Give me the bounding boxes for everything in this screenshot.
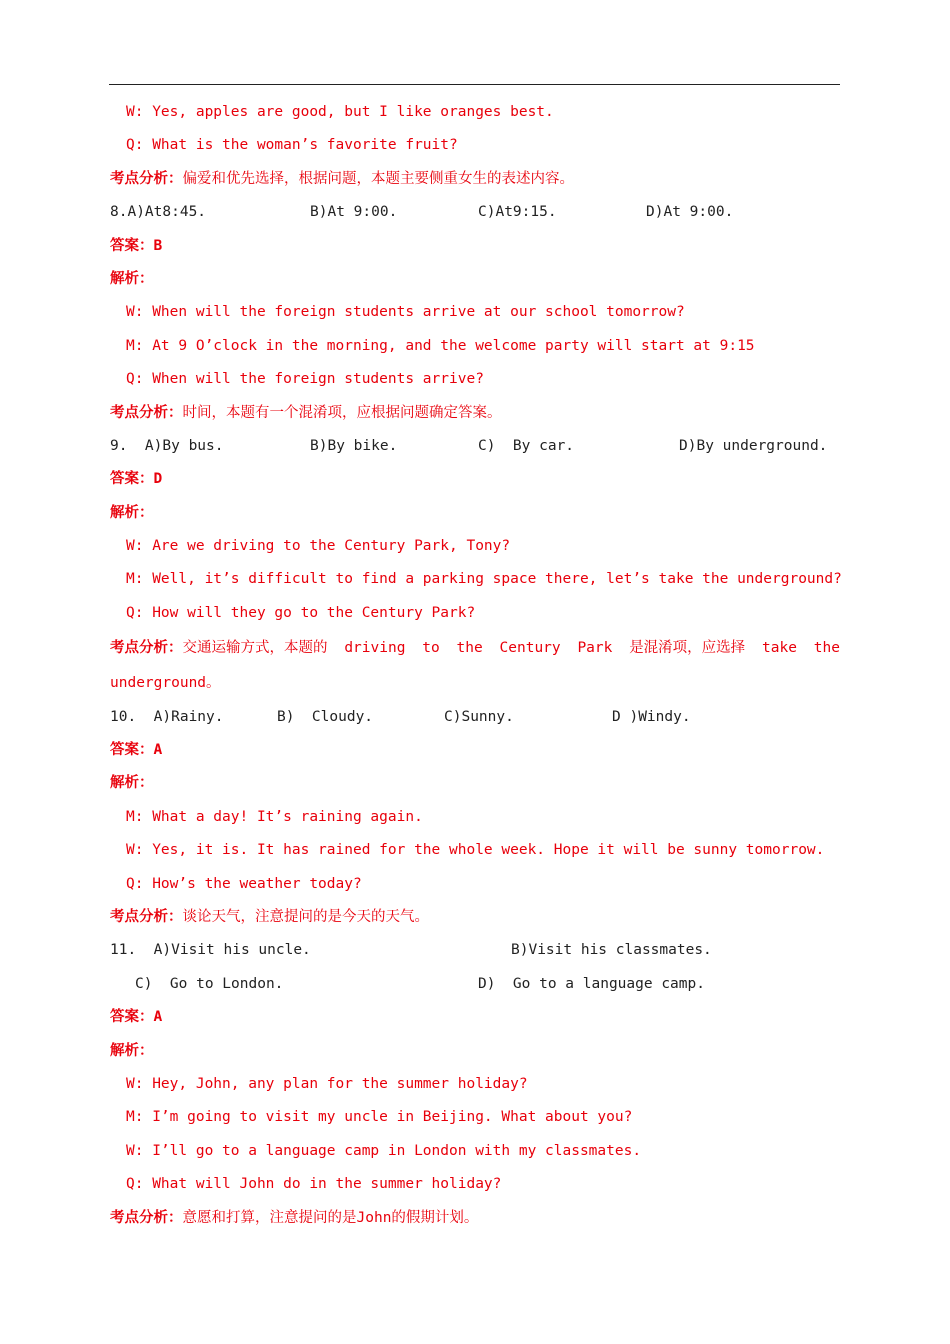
analysis-word: Century (499, 640, 561, 657)
dialog-line: M: What a day! It’s raining again. (126, 808, 423, 825)
answer-label: 答案： (110, 1009, 154, 1026)
answer-label: 答案： (110, 237, 154, 254)
analysis-label: 考点分析： (110, 170, 183, 187)
dialog-line: W: When will the foreign students arrive at our school tomorrow? (126, 304, 685, 321)
q8-option-c: C)At9:15. (478, 204, 557, 221)
analysis-text: 谈论天气，注意提问的是今天的天气。 (182, 908, 429, 925)
answer-value: A (153, 742, 163, 759)
analysis-text: 意愿和打算，注意提问的是John的假期计划。 (182, 1209, 479, 1226)
dialog-line: W: Are we driving to the Century Park, Tony? (126, 538, 511, 555)
dialog-line: W: I’ll go to a language camp in London with my classmates. (126, 1142, 642, 1159)
analysis-word: driving (344, 640, 406, 657)
dialog-line: Q: How’s the weather today? (126, 875, 362, 892)
analysis-line (110, 163, 840, 196)
dialog-line: Q: When will the foreign students arrive? (126, 371, 484, 388)
q8-option-b: B)At 9:00. (310, 204, 398, 221)
q9-option-c: C) By car. (478, 437, 575, 454)
analysis-label: 考点分析： (110, 908, 183, 925)
q11-answer (110, 1001, 840, 1034)
q11-option-c: C) Go to London. (135, 975, 284, 992)
explain-label: 解析： (110, 504, 154, 521)
dialog-line: W: Yes, apples are good, but I like oranges best. (126, 104, 554, 120)
analysis-word: 交通运输方式，本题的 (182, 640, 328, 657)
explain-label: 解析： (110, 270, 154, 287)
answer-value: D (153, 471, 163, 488)
q8-answer (110, 230, 840, 263)
analysis-word: the (456, 640, 483, 657)
dialog-line: M: Well, it’s difficult to find a parking space there, let’s take the underground? (126, 571, 842, 588)
analysis-line (110, 901, 840, 934)
q9-options (110, 430, 840, 463)
q9-answer (110, 463, 840, 496)
explain-label: 解析： (110, 775, 154, 792)
q11-option-a: 11. A)Visit his uncle. (110, 942, 311, 959)
dialog-line: Q: How will they go to the Century Park? (126, 604, 476, 621)
analysis-word: 是混淆项，应选择 (629, 640, 746, 657)
analysis-label: 考点分析： (110, 640, 183, 657)
analysis-head (110, 630, 328, 667)
q11-option-d: D) Go to a language camp. (478, 975, 705, 992)
q8-options (110, 196, 840, 229)
analysis-word: take (762, 640, 797, 657)
q9-option-d: D)By underground. (679, 437, 828, 454)
q9-option-b: B)By bike. (310, 437, 398, 454)
analysis-label: 考点分析： (110, 404, 183, 421)
dialog-line: M: At 9 O’clock in the morning, and the welcome party will start at 9:15 (126, 337, 755, 354)
q10-option-d: D )Windy. (612, 708, 691, 725)
q10-option-c: C)Sunny. (444, 708, 514, 725)
dialog-line: M: I’m going to visit my uncle in Beijing. What about you? (126, 1109, 633, 1126)
q10-options (110, 701, 840, 734)
dialog-line: Q: What is the woman’s favorite fruit? (126, 137, 458, 154)
analysis-line (110, 1202, 840, 1235)
page-content (110, 96, 840, 1235)
analysis-label: 考点分析： (110, 1209, 183, 1226)
analysis-text: 时间，本题有一个混淆项，应根据问题确定答案。 (182, 404, 502, 421)
header-rule (109, 84, 840, 85)
answer-value: A (153, 1009, 163, 1026)
analysis-line-justified (110, 630, 840, 667)
dialog-line: Q: What will John do in the summer holiday? (126, 1176, 502, 1193)
answer-label: 答案： (110, 742, 154, 759)
analysis-word: Park (577, 640, 613, 657)
analysis-word: to (422, 640, 440, 657)
q9-option-a: 9. A)By bus. (110, 437, 224, 454)
dialog-line: W: Hey, John, any plan for the summer holiday? (126, 1075, 528, 1092)
q10-answer (110, 734, 840, 767)
explain-label: 解析： (110, 1042, 154, 1059)
analysis-line (110, 397, 840, 430)
q8-option-d: D)At 9:00. (646, 204, 734, 221)
dialog-line: W: Yes, it is. It has rained for the whole week. Hope it will be sunny tomorrow. (126, 842, 825, 859)
q10-option-a: 10. A)Rainy. (110, 708, 224, 725)
answer-label: 答案： (110, 471, 154, 488)
q8-option-a: 8.A)At8:45. (110, 204, 207, 221)
answer-value: B (153, 237, 163, 254)
q11-options-row1 (110, 934, 840, 967)
analysis-continuation: underground。 (110, 675, 221, 692)
q10-option-b: B) Cloudy. (277, 708, 374, 725)
q11-option-b: B)Visit his classmates. (511, 942, 712, 959)
analysis-text: 偏爱和优先选择，根据问题，本题主要侧重女生的表述内容。 (182, 170, 574, 187)
analysis-word: the (813, 640, 840, 657)
q11-options-row2 (110, 968, 840, 1001)
